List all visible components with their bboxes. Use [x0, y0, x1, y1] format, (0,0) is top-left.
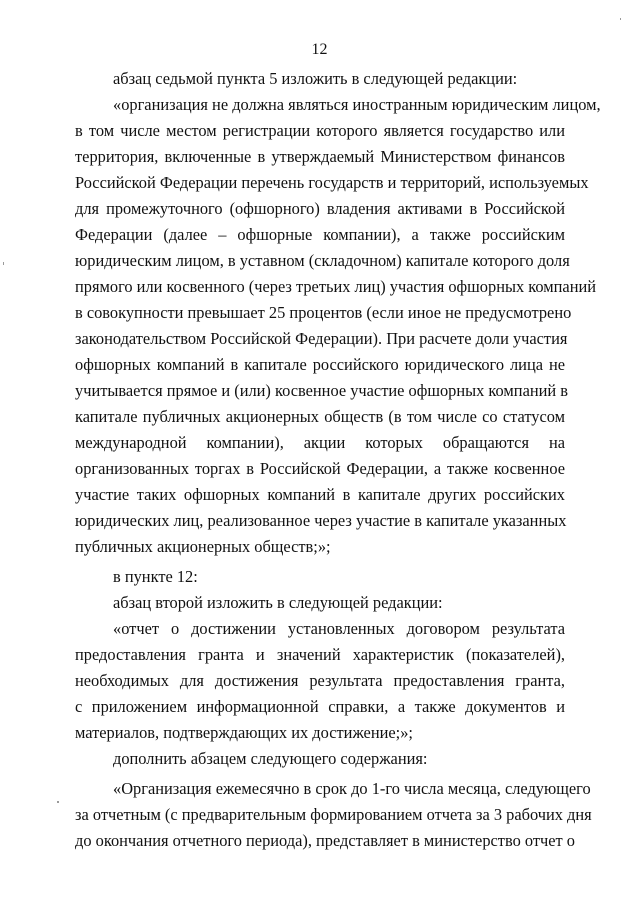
text-line: офшорных компаний в капитале российского юридического лица не: [75, 355, 565, 374]
page-number: 12: [311, 41, 328, 58]
paragraph: [75, 776, 592, 854]
text-line: с приложением информационной справки, а также документов и: [75, 697, 565, 716]
text-line: организованных торгах в Российской Федерации, а также косвенное: [75, 459, 565, 478]
paragraph: [75, 92, 601, 560]
text-line: Федерации (далее – офшорные компании), а также российским: [75, 225, 565, 244]
text-line: капитале публичных акционерных обществ (в том числе со статусом: [75, 407, 565, 426]
paragraph: [75, 616, 565, 746]
paragraph: [75, 66, 565, 92]
text-line: абзац седьмой пункта 5 изложить в следующей редакции:: [113, 69, 518, 88]
text-line: до окончания отчетного периода), представляет в министерство отчет о: [75, 831, 575, 850]
text-line: «отчет о достижении установленных договором результата: [113, 619, 565, 638]
paragraph: [75, 590, 565, 616]
paragraph: [75, 746, 565, 772]
text-line: для промежуточного (офшорного) владения активами в Российской: [75, 199, 565, 218]
text-line: учитывается прямое и (или) косвенное участие офшорных компаний в: [75, 381, 569, 400]
text-line: прямого или косвенного (через третьих лиц) участия офшорных компаний: [75, 277, 597, 296]
text-line: материалов, подтверждающих их достижение;»;: [75, 723, 413, 742]
text-line: «организация не должна являться иностранным юридическим лицом,: [113, 95, 601, 114]
text-line: участие таких офшорных компаний в капитале других российских: [75, 485, 565, 504]
text-line: «Организация ежемесячно в срок до 1-го числа месяца, следующего: [113, 779, 591, 798]
text-line: в том числе местом регистрации которого является государство или: [75, 121, 565, 140]
text-line: Российской Федерации перечень государств и территорий, используемых: [75, 173, 589, 192]
scan-mark: [57, 801, 59, 803]
text-line: в пункте 12:: [113, 567, 198, 586]
text-line: в совокупности превышает 25 процентов (если иное не предусмотрено: [75, 303, 572, 322]
text-line: необходимых для достижения результата предоставления гранта,: [75, 671, 565, 690]
text-line: юридических лиц, реализованное через участие в капитале указанных: [75, 511, 567, 530]
text-line: международной компании), акции которых обращаются на: [75, 433, 565, 452]
text-line: предоставления гранта и значений характеристик (показателей),: [75, 645, 565, 664]
text-line: законодательством Российской Федерации). При расчете доли участия: [75, 329, 568, 348]
text-line: публичных акционерных обществ;»;: [75, 537, 331, 556]
text-line: за отчетным (с предварительным формированием отчета за 3 рабочих дня: [75, 805, 592, 824]
text-line: абзац второй изложить в следующей редакции:: [113, 593, 443, 612]
scan-mark: [620, 18, 621, 20]
text-line: территория, включенные в утверждаемый Министерством финансов: [75, 147, 565, 166]
document-body: [75, 66, 601, 854]
text-line: юридическим лицом, в уставном (складочном) капитале которого доля: [75, 251, 570, 270]
text-line: дополнить абзацем следующего содержания:: [113, 749, 428, 768]
scan-mark: [3, 262, 4, 265]
paragraph: [75, 564, 565, 590]
